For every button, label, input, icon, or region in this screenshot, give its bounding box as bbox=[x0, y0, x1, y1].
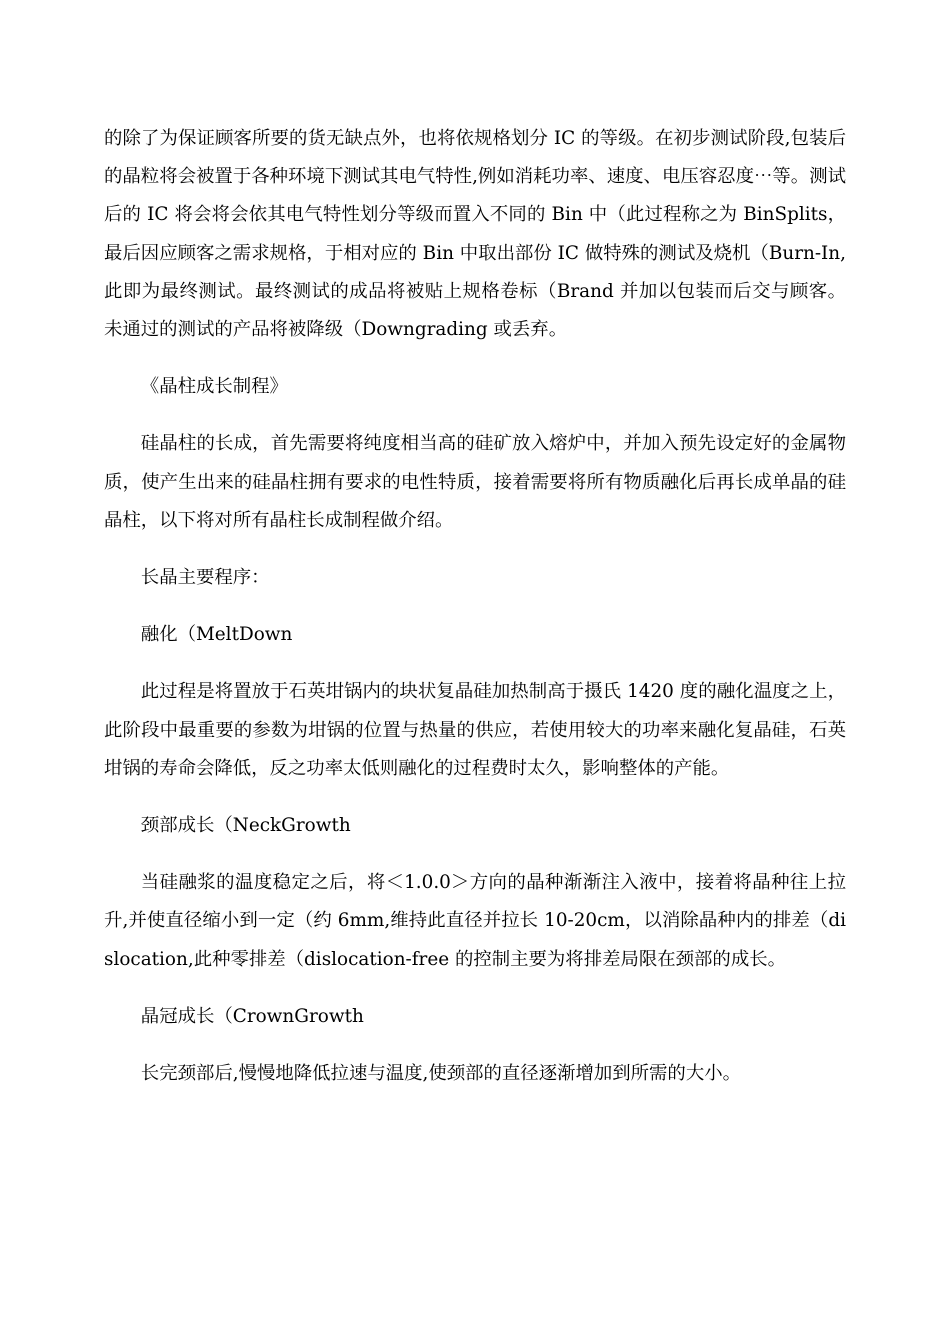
paragraph-crown-growth: 长完颈部后,慢慢地降低拉速与温度,使颈部的直径逐渐增加到所需的大小。 bbox=[140, 1063, 741, 1085]
subheading-neck-growth: 颈部成长（NeckGrowth bbox=[140, 815, 351, 837]
paragraph-neck-growth: 当硅融浆的温度稳定之后，将＜1.0.0＞方向的晶种渐渐注入液中，接着将晶种往上拉升,并使直径缩小到一定（约 6mm,维持此直径并拉长 10-20cm，以消除晶种内的排差（dislocation,此种零排差（dislocation-free 的控制主要为将排差局限在颈部的成长。 bbox=[104, 872, 846, 970]
document-page bbox=[104, 120, 846, 1112]
paragraph-meltdown: 此过程是将置放于石英坩锅内的块状复晶硅加热制高于摄氏 1420 度的融化温度之上，此阶段中最重要的参数为坩锅的位置与热量的供应，若使用较大的功率来融化复晶硅，石英坩锅的寿命会降低，反之功率太低则融化的过程费时太久，影响整体的产能。 bbox=[104, 681, 846, 779]
paragraph-crystal-intro: 硅晶柱的长成，首先需要将纯度相当高的硅矿放入熔炉中，并加入预先设定好的金属物质，使产生出来的硅晶柱拥有要求的电性特质，接着需要将所有物质融化后再长成单晶的硅晶柱，以下将对所有晶柱长成制程做介绍。 bbox=[104, 433, 846, 531]
subheading-crown-growth: 晶冠成长（CrownGrowth bbox=[140, 1005, 364, 1027]
section-title-crystal-growth: 《晶柱成长制程》 bbox=[140, 376, 288, 398]
paragraph-ic-testing: 的除了为保证顾客所要的货无缺点外，也将依规格划分 IC 的等级。在初步测试阶段,包装后的晶粒将会被置于各种环境下测试其电气特性,例如消耗功率、速度、电压容忍度⋯等。测试后的 IC 将会将会依其电气特性划分等级而置入不同的 Bin 中（此过程称之为 BinSplits，最后因应顾客之需求规格，于相对应的 Bin 中取出部份 IC 做特殊的测试及烧机（Burn-In,此即为最终测试。最终测试的成品将被贴上规格卷标（Brand 并加以包装而后交与顾客。未通过的测试的产品将被降级（Downgrading 或丢弃。 bbox=[104, 128, 846, 341]
subheading-main-procedures: 长晶主要程序： bbox=[140, 567, 270, 589]
subheading-meltdown: 融化（MeltDown bbox=[140, 624, 293, 646]
